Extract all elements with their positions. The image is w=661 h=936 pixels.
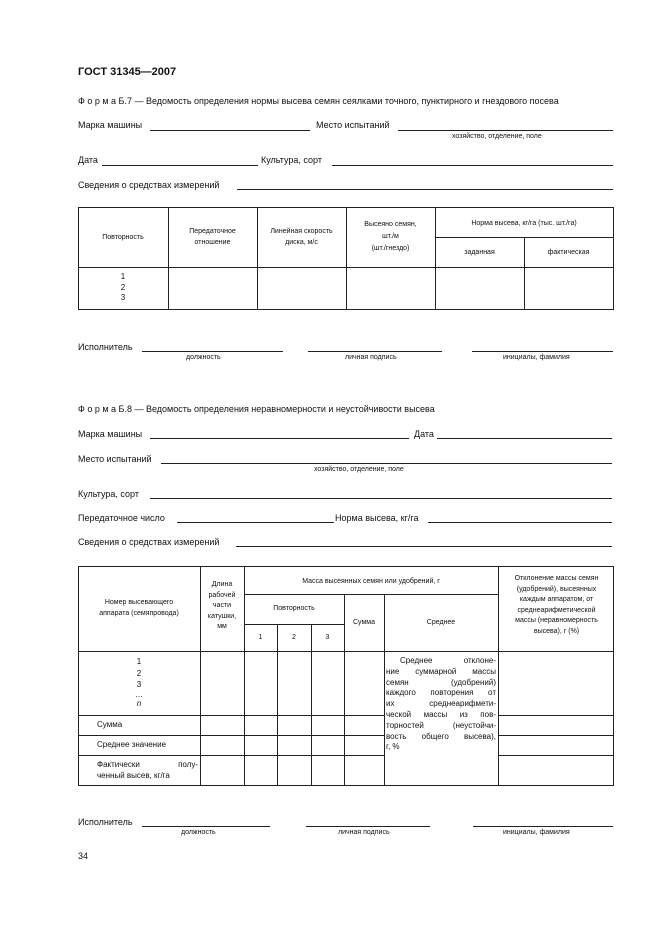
b7-place-label: Место испытаний: [316, 120, 390, 130]
b7-machine-label: Марка машины: [78, 120, 143, 130]
table-row: 1: [136, 657, 142, 666]
b8-culture-label: Культура, сорт: [78, 489, 139, 499]
table-row: n: [136, 698, 142, 708]
b7-measure-label: Сведения о средствах измерений: [78, 180, 220, 190]
b8-machine-label: Марка машины: [78, 429, 143, 439]
b7-sig-position: должность: [186, 354, 221, 361]
b8-col-avg: Среднее: [426, 619, 456, 626]
table-row: 2: [136, 668, 142, 678]
b7-sig-name: инициалы, фамилия: [503, 354, 570, 361]
b7-col-actual: фактическая: [547, 249, 590, 256]
b8-row-sum: Сумма: [97, 720, 123, 729]
b8-sig-position: должность: [181, 829, 216, 836]
b8-repeat-3: 3: [325, 634, 330, 641]
b8-row-numbers: [78, 656, 200, 709]
b8-col-mass: Масса высеянных семян или удобрений, г: [302, 578, 440, 585]
b8-col-number: Номер высевающего аппарата (семяпровода): [99, 599, 179, 617]
b8-date-label: Дата: [414, 429, 434, 439]
b7-col-set: заданная: [464, 249, 495, 256]
b7-col-norm: Норма высева, кг/га (тыс. шт./га): [471, 220, 577, 227]
b8-repeat-2: 2: [292, 634, 296, 641]
b8-avg-note: Среднее отклоне- ние суммарной массы семян (удобрений) каждого повторения от их среднеарифмети- ческой массы из пов- торностей (неустойчи- вость общего высева), г, %: [386, 656, 496, 752]
table-row: 1: [120, 272, 126, 281]
b7-col-repeat: Повторность: [102, 234, 144, 241]
b7-col-ratio: Передаточное отношение: [189, 228, 236, 246]
b8-repeat-1: 1: [258, 634, 263, 641]
b8-name-field[interactable]: [473, 826, 613, 827]
b8-col-dev: Отклонение массы семян (удобрений), высеянных каждым аппаратом, от среднеарифметической массы (неравномерность высева), г (%): [514, 575, 599, 635]
table-row: 3: [136, 680, 142, 689]
b7-sig-signature: личная подпись: [345, 354, 397, 361]
b8-col-sum: Сумма: [353, 619, 375, 626]
form-b8-title: Ф о р м а Б.8 — Ведомость определения неравномерности и неустойчивости высева: [78, 404, 435, 414]
table-row: 2: [120, 282, 126, 292]
b8-executor-label: Исполнитель: [78, 817, 133, 827]
b8-position-field[interactable]: [142, 826, 270, 827]
b7-place-hint: хозяйство, отделение, поле: [452, 133, 542, 140]
b8-signature-field[interactable]: [306, 826, 430, 827]
b8-sig-name: инициалы, фамилия: [503, 829, 570, 836]
b8-place-hint: хозяйство, отделение, поле: [314, 466, 404, 473]
b8-row-avg: Среднее значение: [97, 740, 167, 749]
document-header: ГОСТ 31345—2007: [78, 66, 177, 78]
b8-sig-signature: личная подпись: [338, 829, 390, 836]
b7-col-sown: Высеяно семян, шт./м (шт./гнездо): [364, 221, 417, 252]
form-b7-title: Ф о р м а Б.7 — Ведомость определения нормы высева семян сеялками точного, пунктирного и гнездового посева: [78, 96, 559, 106]
b7-culture-label: Культура, сорт: [261, 155, 322, 165]
b8-place-label: Место испытаний: [78, 454, 152, 464]
table-row: 3: [120, 293, 126, 302]
b8-measure-label: Сведения о средствах измерений: [78, 537, 220, 547]
b8-col-repeat: Повторность: [273, 605, 315, 612]
b8-row-actual: Фактически полу- ченный высев, кг/га: [97, 760, 198, 780]
b8-col-length: Длина рабочей части катушки, мм: [207, 581, 237, 630]
b8-norm-label: Норма высева, кг/га: [335, 513, 419, 523]
b7-executor-label: Исполнитель: [78, 342, 133, 352]
page-number: 34: [78, 851, 89, 861]
table-row: …: [135, 689, 143, 699]
b7-col-speed: Линейная скорость диска, м/с: [270, 228, 333, 246]
b7-date-label: Дата: [78, 155, 98, 165]
b8-ratio-label: Передаточное число: [78, 513, 165, 523]
